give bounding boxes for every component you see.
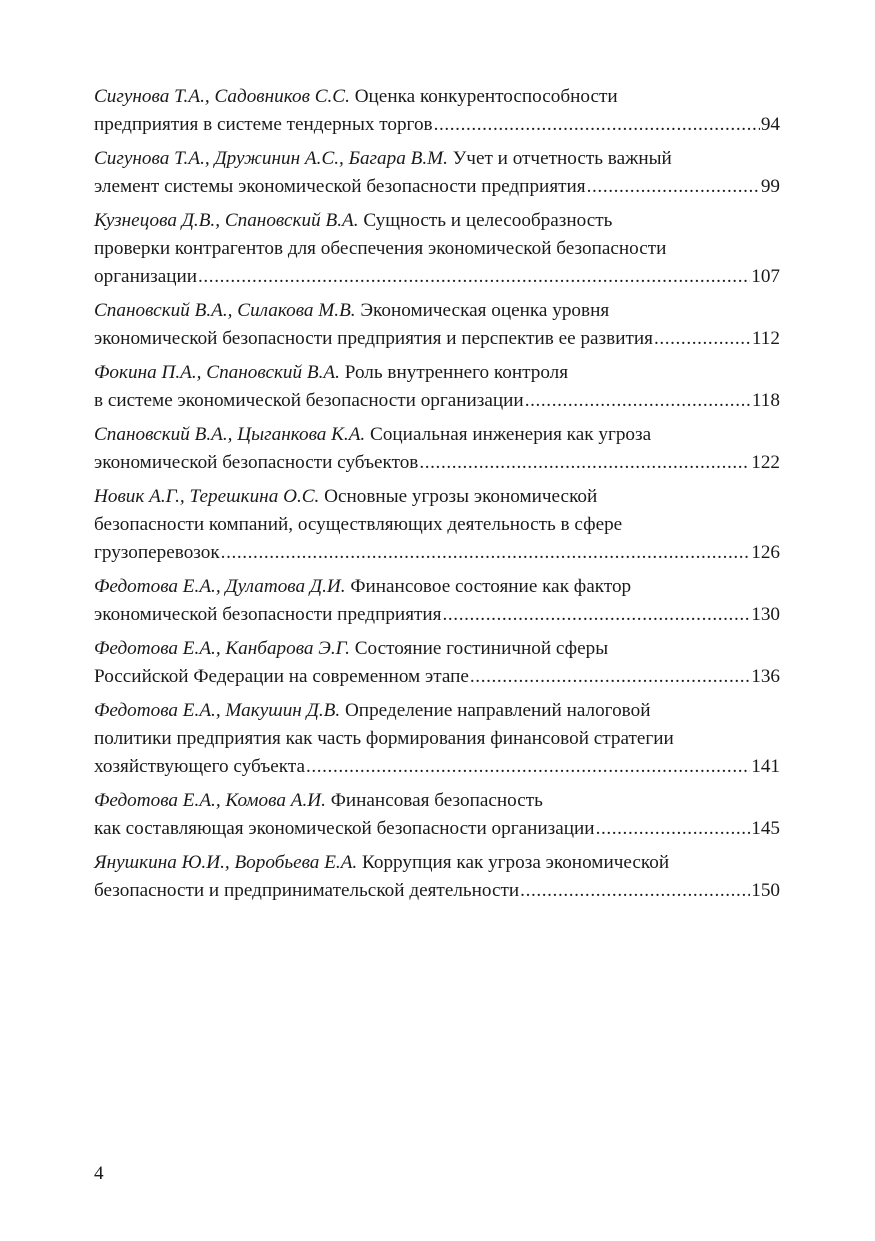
- entry-authors: Спановский В.А., Цыганкова К.А.: [94, 424, 366, 445]
- entry-title-end: грузоперевозок: [94, 542, 220, 563]
- toc-entry[interactable]: [94, 421, 780, 477]
- toc-entry[interactable]: [94, 483, 780, 567]
- entry-title: Основные угрозы экономической: [324, 486, 598, 507]
- entry-authors: Федотова Е.А., Макушин Д.В.: [94, 700, 341, 721]
- entry-page-number: 136: [751, 666, 780, 687]
- entry-page-number: 112: [751, 328, 780, 349]
- toc-entry[interactable]: [94, 573, 780, 629]
- toc-entry[interactable]: [94, 635, 780, 691]
- dot-leader: [434, 111, 760, 139]
- entry-page-number: 122: [751, 452, 780, 473]
- entry-title-end: экономической безопасности предприятия и перспектив ее развития: [94, 328, 653, 349]
- entry-page-number: 94: [760, 114, 780, 135]
- entry-title: Оценка конкурентоспособности: [354, 86, 618, 107]
- entry-authors: Сигунова Т.А., Дружинин А.С., Багара В.М.: [94, 148, 448, 169]
- entry-title-end: хозяйствующего субъекта: [94, 756, 305, 777]
- dot-leader: [525, 387, 751, 415]
- entry-title: Социальная инженерия как угроза: [370, 424, 652, 445]
- entry-authors: Федотова Е.А., Комова А.И.: [94, 790, 326, 811]
- toc-entry[interactable]: [94, 83, 780, 139]
- table-of-contents: [94, 83, 780, 911]
- entry-title: Финансовое состояние как фактор: [350, 576, 632, 597]
- entry-title: Определение направлений налоговой: [344, 700, 651, 721]
- entry-authors: Сигунова Т.А., Садовников С.С.: [94, 86, 350, 107]
- entry-title-end: как составляющая экономической безопасности организации: [94, 818, 595, 839]
- entry-title-end: элемент системы экономической безопасности предприятия: [94, 176, 586, 197]
- entry-title-continued: проверки контрагентов для обеспечения экономической безопасности: [94, 238, 667, 259]
- entry-title-end: предприятия в системе тендерных торгов: [94, 114, 433, 135]
- entry-authors: Новик А.Г., Терешкина О.С.: [94, 486, 320, 507]
- toc-entry[interactable]: [94, 297, 780, 353]
- entry-title-end: экономической безопасности предприятия: [94, 604, 442, 625]
- entry-authors: Фокина П.А., Спановский В.А.: [94, 362, 340, 383]
- entry-authors: Янушкина Ю.И., Воробьева Е.А.: [94, 852, 358, 873]
- toc-entry[interactable]: [94, 207, 780, 291]
- entry-title-end: экономической безопасности субъектов: [94, 452, 419, 473]
- dot-leader: [596, 815, 751, 843]
- page-number: 4: [94, 1163, 104, 1184]
- entry-page-number: 145: [751, 818, 780, 839]
- entry-authors: Федотова Е.А., Дулатова Д.И.: [94, 576, 346, 597]
- dot-leader: [654, 325, 751, 353]
- entry-page-number: 126: [751, 542, 780, 563]
- dot-leader: [587, 173, 760, 201]
- entry-title-end: организации: [94, 266, 198, 287]
- entry-authors: Кузнецова Д.В., Спановский В.А.: [94, 210, 359, 231]
- entry-page-number: 118: [751, 390, 780, 411]
- entry-title-continued: безопасности компаний, осуществляющих деятельность в сфере: [94, 514, 623, 535]
- entry-title: Роль внутреннего контроля: [344, 362, 569, 383]
- entry-page-number: 99: [760, 176, 780, 197]
- toc-entry[interactable]: [94, 787, 780, 843]
- dot-leader: [198, 263, 750, 291]
- dot-leader: [419, 449, 750, 477]
- entry-title-continued: политики предприятия как часть формирования финансовой стратегии: [94, 728, 674, 749]
- entry-title: Состояние гостиничной сферы: [354, 638, 609, 659]
- entry-title: Сущность и целесообразность: [363, 210, 613, 231]
- entry-authors: Спановский В.А., Силакова М.В.: [94, 300, 356, 321]
- entry-title-end: в системе экономической безопасности организации: [94, 390, 524, 411]
- toc-entry[interactable]: [94, 849, 780, 905]
- entry-title-end: Российской Федерации на современном этапе: [94, 666, 469, 687]
- entry-page-number: 141: [751, 756, 780, 777]
- entry-title: Учет и отчетность важный: [452, 148, 672, 169]
- entry-title: Экономическая оценка уровня: [360, 300, 610, 321]
- dot-leader: [443, 601, 751, 629]
- dot-leader: [520, 877, 750, 905]
- toc-entry[interactable]: [94, 359, 780, 415]
- entry-page-number: 150: [751, 880, 780, 901]
- toc-entry[interactable]: [94, 145, 780, 201]
- entry-page-number: 107: [751, 266, 780, 287]
- dot-leader: [221, 539, 751, 567]
- dot-leader: [470, 663, 750, 691]
- entry-title: Финансовая безопасность: [330, 790, 543, 811]
- toc-entry[interactable]: [94, 697, 780, 781]
- entry-page-number: 130: [751, 604, 780, 625]
- entry-title: Коррупция как угроза экономической: [362, 852, 670, 873]
- dot-leader: [306, 753, 750, 781]
- entry-title-end: безопасности и предпринимательской деятельности: [94, 880, 520, 901]
- entry-authors: Федотова Е.А., Канбарова Э.Г.: [94, 638, 350, 659]
